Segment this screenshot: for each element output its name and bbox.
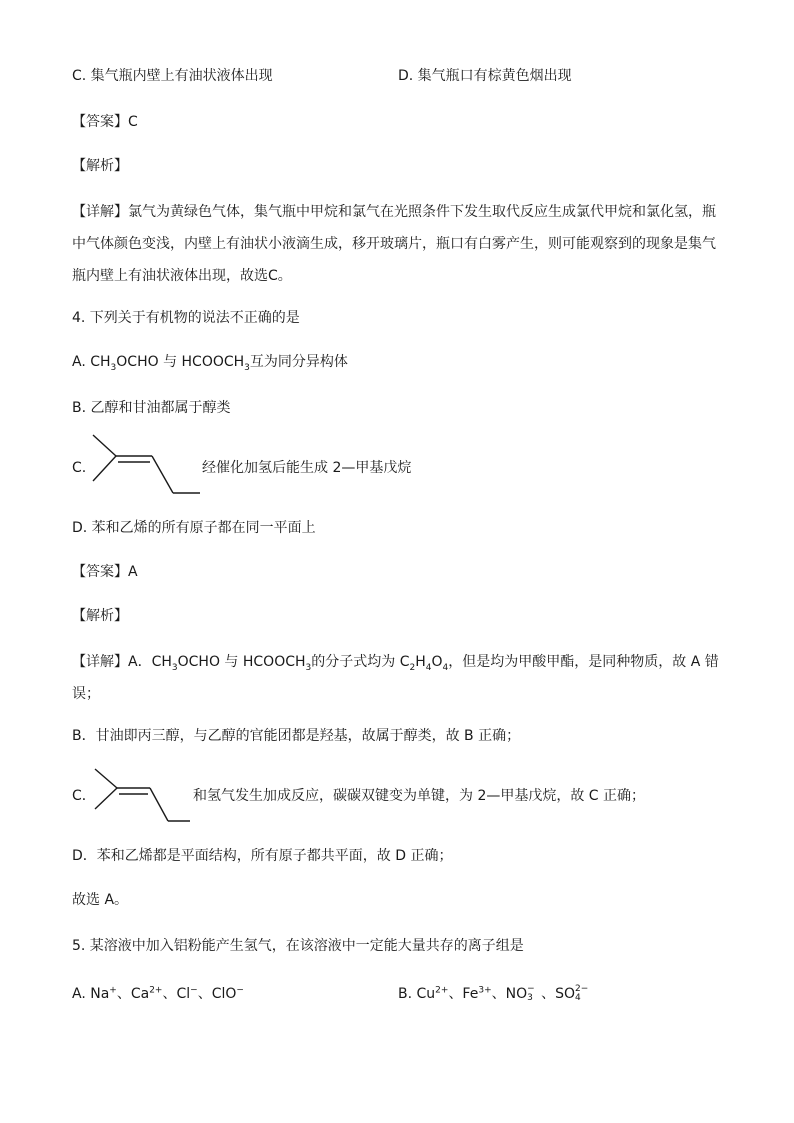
superscript: 2+ (149, 985, 163, 996)
option-c-q3: C. 集气瓶内壁上有油状液体出现 (72, 68, 273, 84)
analysis-label-q3: 【解析】 (72, 158, 128, 174)
ion-text: 、Ca (116, 986, 150, 1002)
detail-text: OCHO 与 HCOOCH (177, 654, 306, 670)
option-a-mid: OCHO 与 HCOOCH (116, 354, 245, 370)
option-a-post: 互为同分异构体 (249, 354, 348, 370)
option-a-q5 (72, 984, 244, 1004)
option-a-q4 (72, 352, 348, 372)
detail-text: 误； (72, 686, 100, 702)
subscript: 3 (171, 662, 178, 673)
detail-d-q4: D．苯和乙烯都是平面结构，所有原子都共平面，故 D 正确； (72, 848, 453, 864)
question-5-stem: 5. 某溶液中加入铝粉能产生氢气，在该溶液中一定能大量共存的离子组是 (72, 938, 524, 954)
superscript: − (527, 984, 535, 994)
detail-c-label-q4: C． (72, 788, 96, 804)
ion-text: 、Fe (448, 986, 479, 1002)
subscript: 3 (527, 993, 533, 1003)
subscript: 3 (110, 362, 117, 373)
option-c-text-q4: 经催化加氢后能生成 2—甲基戊烷 (202, 460, 412, 476)
superscript: 2+ (435, 985, 449, 996)
option-a-pre: A. CH (72, 354, 111, 370)
detail-b-q4: B．甘油即丙三醇，与乙醇的官能团都是羟基，故属于醇类，故 B 正确； (72, 728, 521, 744)
detail-text: O (431, 654, 443, 670)
subscript: 4 (425, 662, 432, 673)
option-b-q4: B. 乙醇和甘油都属于醇类 (72, 400, 231, 416)
answer-q4: 【答案】A (72, 564, 138, 580)
superscript: − (236, 985, 244, 996)
detail-text: H (415, 654, 426, 670)
subscript: 3 (244, 362, 250, 373)
superscript: 2− (575, 984, 589, 994)
ion-charge-stack (575, 985, 589, 1003)
detail-text: 的分子式均为 C (311, 654, 410, 670)
alkene-structure-diagram (92, 766, 192, 826)
subscript: 4 (575, 993, 581, 1003)
conclusion-q4: 故选 A。 (72, 892, 129, 908)
option-d-q3: D. 集气瓶口有棕黄色烟出现 (398, 68, 572, 84)
detail-q3: 【详解】氯气为黄绿色气体，集气瓶中甲烷和氯气在光照条件下发生取代反应生成氯代甲烷和氯化氢，瓶中气体颜色变浅，内壁上有油状小液滴生成，移开玻璃片，瓶口有白雾产生，则可能观察到的现象是集气瓶内壁上有油状液体出现，故选C。 (72, 204, 716, 284)
detail-text: ，但是均为甲酸甲酯，是同种物质，故 A 错 (448, 654, 719, 670)
question-4-stem: 4. 下列关于有机物的说法不正确的是 (72, 310, 300, 326)
ion-text: A. Na (72, 986, 110, 1002)
subscript: 3 (305, 662, 312, 673)
ion-text: B. Cu (398, 986, 436, 1002)
detail-c-text-q4: 和氢气发生加成反应，碳碳双键变为单键，为 2—甲基戊烷，故 C 正确； (193, 788, 646, 804)
option-c-label-q4: C. (72, 460, 87, 476)
detail-a-q4 (72, 646, 724, 710)
ion-text: 、ClO (197, 986, 237, 1002)
answer-q3: 【答案】C (72, 114, 138, 130)
subscript: 4 (442, 662, 449, 673)
subscript: 2 (409, 662, 416, 673)
alkene-structure-diagram (90, 432, 205, 498)
ion-text: 、SO (541, 986, 576, 1002)
ion-text: 、NO (491, 986, 528, 1002)
ion-text: 、Cl (162, 986, 191, 1002)
detail-text: 【详解】A．CH (72, 654, 172, 670)
superscript: + (109, 985, 117, 996)
ion-charge-stack (527, 985, 541, 1003)
option-d-q4: D. 苯和乙烯的所有原子都在同一平面上 (72, 520, 316, 536)
superscript: − (190, 985, 198, 996)
option-b-q5 (398, 984, 589, 1004)
analysis-label-q4: 【解析】 (72, 608, 128, 624)
superscript: 3+ (478, 985, 492, 996)
